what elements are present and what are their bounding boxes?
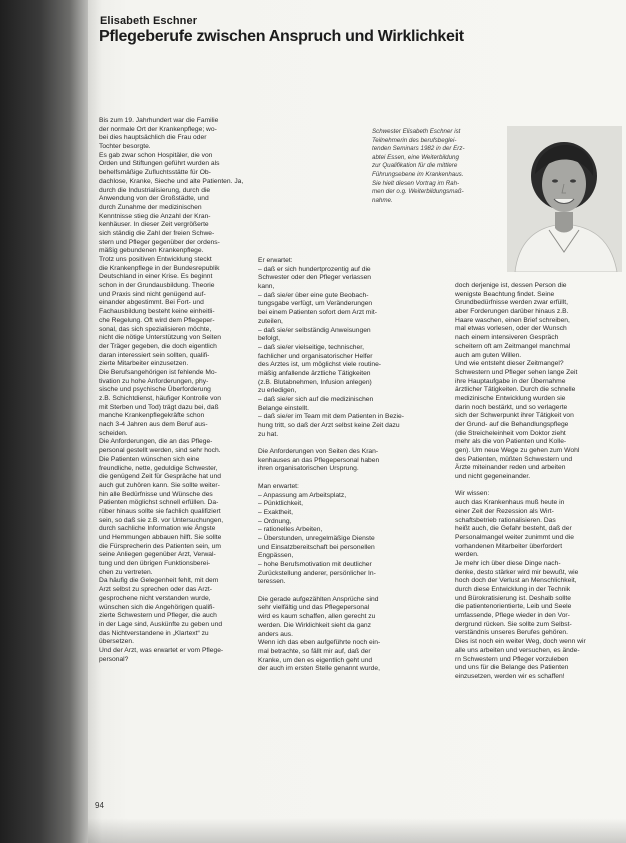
paragraph: Die Anforderungen, die an das Pflege- personal gestellt werden, sind sehr hoch. Die Patienten wünschen sich eine freundliche, nette, geduldige Schwester, die genügend Zeit für Gespräche hat und auch gut zuhören kann. Sie sollte weiter- hin alle Bedürfnisse und Wünsche des Patienten möglichst schnell erfüllen. Da- rüber hinaus sollte sie fachlich qualifiziert sein, so daß sie z.B. vor Untersuchungen, durch sachliche Information wie Ängste und Hemmungen abbauen hilft. Sie sollte die Fürsprecherin des Patienten sein, um seine Anliegen gegenüber Arzt, Verwal- tung und den übrigen Funktionsberei- chen zu vertreten. xyxy=(99,438,224,576)
text-column-3 xyxy=(455,282,623,760)
paragraph: Es gab zwar schon Hospitäler, die von Orden und Stiftungen geführt wurden als behelfsmäßige Zufluchtsstätte für Ob- dachlose, Kranke, Sieche und alte Patienten. Ja, durch die Industrialisierung, durch die Anwendung von der Großstädte, und durch Zunahme der medizinischen Kenntnisse stieg die Anzahl der Kran- kenhäuser. In dieser Zeit vergrößerte sich ständig die Zahl der freien Schwe- stern und Pfleger gegenüber der ordens- mäßig gebundenen Krankenpflege. xyxy=(99,151,244,255)
text-column-2 xyxy=(258,257,444,759)
paragraph: Die gerade aufgezählten Ansprüche sind sehr vielfältig und das Pflegepersonal wird es kaum schaffen, allen gerecht zu werden. Die Wirklichkeit sieht da ganz anders aus. Wenn ich das eben aufgeführte noch ein- mal betrachte, so fällt mir auf, daß der Kranke, um den es eigentlich geht und der auch im ersten Stelle genannt wurde, xyxy=(258,595,381,673)
text-column-1 xyxy=(99,117,249,759)
photo-caption: Schwester Elisabeth Eschner ist Teilnehmerin des berufsbeglei- tenden Seminars 1982 in der Erz- abtei Essen, eine Weiterbildung zur Qualifikation für die mittlere Führungsebene im Krankenhaus. Sie hielt diesen Vortrag im Rah- men der o.g. Weiterbildungsmaß- nahme. xyxy=(372,128,465,204)
paragraph: Er erwartet: – daß er sich hundertprozentig auf die Schwester oder den Pfleger verlassen kann, – daß sie/er über eine gute Beobach- tungsgabe verfügt, um Veränderungen bei einem Patienten sofort dem Arzt mit- zuteilen, – daß sie/er selbständig Anweisungen befolgt, – daß sie/er vielseitige, technischer, fachlicher und organisatorischer Helfer des Arztes ist, um möglichst viele routine- mäßig anfallende ärztliche Tätigkeiten (z.B. Blutabnehmen, Infusion anlegen) zu erledigen, – daß sie/er sich auf die medizinischen Belange einstellt. – daß sie/er im Team mit dem Patienten in Bezie- hung tritt, so daß der Arzt selbst keine Zeit dazu zu hat. xyxy=(258,257,404,438)
author-portrait-photo xyxy=(507,126,622,272)
paragraph: Die Berufsangehörigen ist fehlende Mo- tivation zu hohe Anforderungen, phy- sische und psychische Überforderung z.B. Schichtdienst, häufiger Kontrolle von mit Sterben und Tod) trägt dazu bei, daß manche Krankenpflegekräfte schon nach 3-4 Jahren aus dem Beruf aus- scheiden. xyxy=(99,368,221,437)
paragraph: Man erwartet: – Anpassung am Arbeitsplatz, – Pünktlichkeit, – Exaktheit, – Ordnung, – rationelles Arbeiten, – Überstunden, unregelmäßige Dienste und Einsatzbereitschaft bei personellen Engpässen, – hohe Berufsmotivation mit deutlicher Zurückstellung anderer, persönlicher In- teressen. xyxy=(258,482,376,586)
paragraph: Bis zum 19. Jahrhundert war die Familie der normale Ort der Krankenpflege; wo- bei dies hauptsächlich die Frau oder Tochter besorgte. xyxy=(99,117,219,151)
page-number: 94 xyxy=(95,801,104,810)
paragraph: doch derjenige ist, dessen Person die wenigste Beachtung findet. Seine Grundbedürfnisse werden zwar erfüllt, aber Forderungen darüber hinaus z.B. Haare waschen, einen Brief schreiben, mal etwas vorlesen, oder der Wunsch nach einem intensiveren Gespräch scheitern oft am Zeitmangel manchmal auch am guten Willen. xyxy=(455,282,571,359)
book-binding-edge xyxy=(0,0,95,843)
paragraph: Und der Arzt, was erwartet er vom Pflege- personal? xyxy=(99,646,224,663)
article-title: Pflegeberufe zwischen Anspruch und Wirklichkeit xyxy=(99,28,464,45)
article-author: Elisabeth Eschner xyxy=(100,15,198,27)
paragraph: Da häufig die Gelegenheit fehlt, mit dem Arzt selbst zu sprechen oder das Arzt- gesprochene nicht verstanden wurde, wünschen sich die Angehörigen qualifi- zierte Schwestern und Pfleger, die auch in der Lage sind, Auskünfte zu geben und das Nichtverstandene in „Klartext“ zu übersetzen. xyxy=(99,577,223,646)
paragraph: Und wie entsteht dieser Zeitmangel? Schwestern und Pfleger sehen lange Zeit ihre Hauptaufgabe in der Übernahme ärztlicher Tätigkeiten. Durch die schnelle medizinische Entwicklung wurden sie darin noch bestärkt, und so verlagerte sich der Schwerpunkt ihrer Tätigkeit von der Grund- auf die Behandlungspflege (die Streicheleinheit vom Doktor zieht mehr als die von Patienten und Kolle- gen). Um neue Wege zu gehen zum Wohl des Patienten, müßten Schwestern und Ärzte miteinander reden und arbeiten und nicht gegeneinander. xyxy=(455,360,580,481)
paragraph: Wir wissen: auch das Krankenhaus muß heute in einer Zeit der Rezession als Wirt- schaftsbetrieb rationalisieren. Das heißt auch, die Gefahr besteht, daß der Personalmangel weiter zunimmt und die vorhandenen Mitarbeiter überfordert werden. Je mehr ich über diese Dinge nach- denke, desto stärker wird mir bewußt, wie hoch doch der Verlust an Menschlichkeit, durch diese Entwicklung in der Technik und Bürokratisierung ist. Deshalb sollte die patientenorientierte, Leib und Seele umfassende, Pflege wieder in den Vor- dergrund rücken. Sie sollte zum Selbst- verständnis unseres Berufes gehören. Dies ist noch ein weiter Weg, doch wenn wir alle uns arbeiten und versuchen, es ände- rn Schwestern und Pfleger vorzuleben und uns für die Belange des Patienten einzusetzen, werden wir es schaffen! xyxy=(455,490,586,680)
portrait-illustration xyxy=(507,126,622,272)
paragraph: Die Anforderungen von Seiten des Kran- kenhauses an das Pflegepersonal haben ihren organisatorischen Ursprung. xyxy=(258,448,380,473)
paragraph: Trotz uns positiven Entwicklung steckt die Krankenpflege in der Bundesrepublik Deutschland in einer Krise. Es beginnt schon in der Grundausbildung. Theorie und Praxis sind nicht genügend auf- einander abgestimmt. Bei Fort- und Fachausbildung besteht keine einheitli- che Regelung. Oft wird dem Pflegeper- sonal, das sich spezialisieren möchte, nicht die nötige Unterstützung von Seiten der Träger gegeben, die doch eigentlich daran interessiert sein sollten, qualifi- zierte Mitarbeiter einzusetzen. xyxy=(99,256,221,368)
page-bottom-shadow xyxy=(88,818,626,843)
